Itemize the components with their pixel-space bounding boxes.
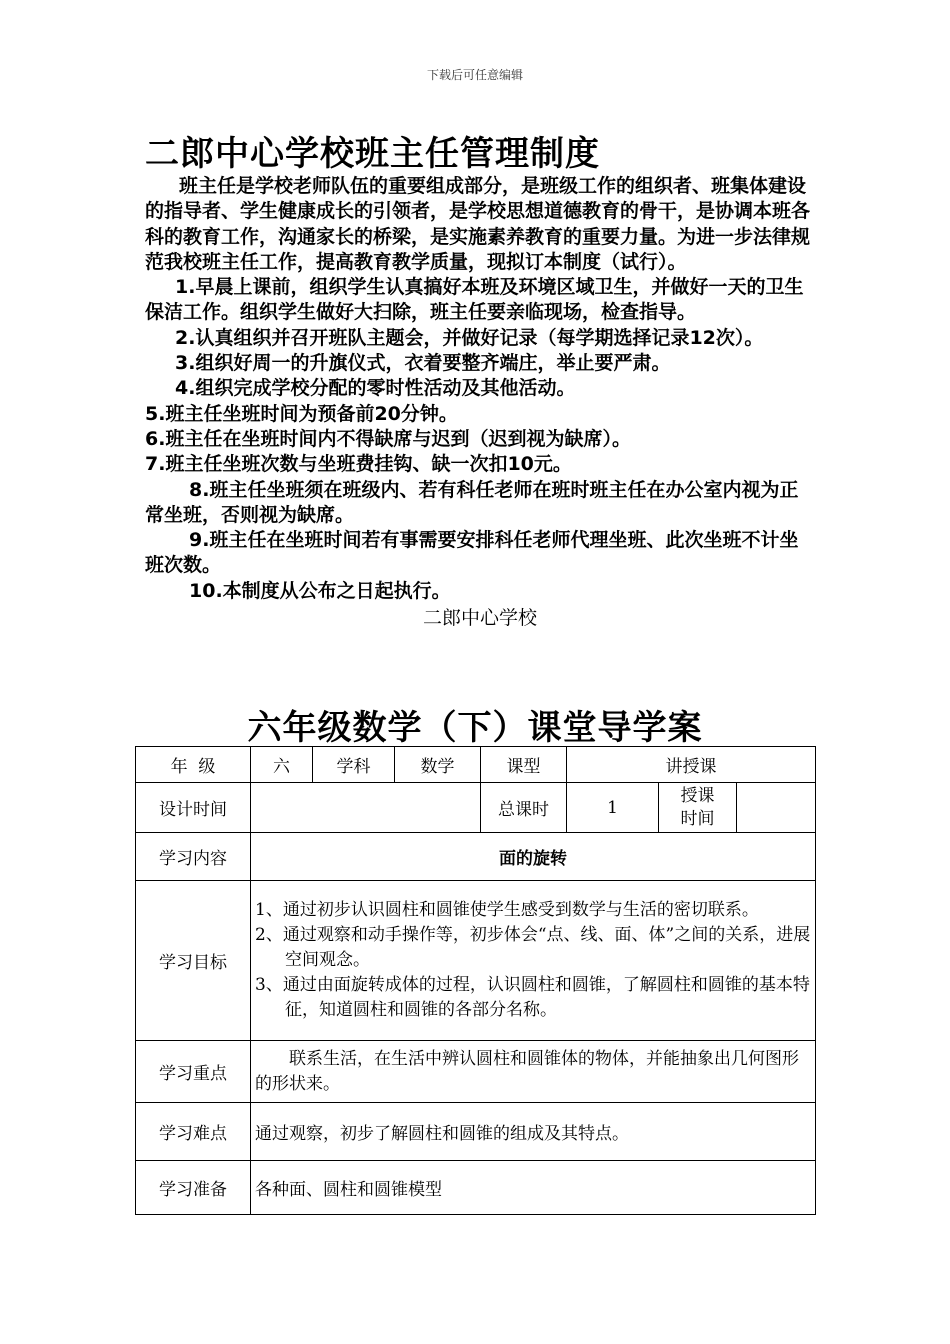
table-row-difficulty — [136, 1103, 816, 1161]
rule-item-8: 8.班主任坐班须在班级内、若有科任老师在班时班主任在办公室内视为正常坐班，否则视为缺席。 — [145, 478, 799, 526]
lesson-plan-table — [135, 746, 816, 1215]
difficulty-value: 通过观察，初步了解圆柱和圆锥的组成及其特点。 — [251, 1103, 816, 1161]
table-row-time — [136, 783, 816, 833]
difficulty-label: 学习难点 — [136, 1103, 251, 1161]
total-hours-value: 1 — [567, 783, 659, 833]
content-value: 面的旋转 — [251, 833, 816, 881]
design-time-value — [251, 783, 481, 833]
goal-item: 1、通过初步认识圆柱和圆锥使学生感受到数学与生活的密切联系。 — [255, 900, 759, 920]
key-value: 联系生活，在生活中辨认圆柱和圆锥体的物体，并能抽象出几何图形的形状来。 — [251, 1041, 816, 1103]
grade-label: 年 级 — [136, 747, 251, 783]
total-hours-label: 总课时 — [481, 783, 567, 833]
class-hours-value — [737, 783, 816, 833]
prep-label: 学习准备 — [136, 1161, 251, 1215]
table-row-basic-info — [136, 747, 816, 783]
header-note: 下载后可任意编辑 — [426, 68, 523, 82]
rule-item-4: 4.组织完成学校分配的零时性活动及其他活动。 — [175, 377, 576, 400]
table-row-content — [136, 833, 816, 881]
prep-value: 各种面、圆柱和圆锥模型 — [251, 1161, 816, 1215]
rule-item-10: 10.本制度从公布之日起执行。 — [189, 579, 451, 602]
subject-value: 数学 — [395, 747, 481, 783]
regulation-body — [145, 174, 815, 631]
rule-item-2: 2.认真组织并召开班队主题会，并做好记录（每学期选择记录12次）。 — [175, 326, 764, 349]
rule-item-6: 6.班主任在坐班时间内不得缺席与迟到（迟到视为缺席）。 — [145, 427, 631, 450]
document-title: 二郎中心学校班主任管理制度 — [145, 134, 600, 174]
goals-label: 学习目标 — [136, 881, 251, 1041]
key-label: 学习重点 — [136, 1041, 251, 1103]
rule-item-3: 3.组织好周一的升旗仪式，衣着要整齐端庄，举止要严肃。 — [175, 352, 671, 375]
intro-paragraph: 班主任是学校老师队伍的重要组成部分，是班级工作的组织者、班集体建设的指导者、学生健康成长的引领者，是学校思想道德教育的骨干，是协调本班各科的教育工作，沟通家长的桥梁，是实施素养教育的重要力量。为进一步法律规范我校班主任工作，提高教育教学质量，现拟订本制度（试行）。 — [145, 175, 811, 273]
design-time-label: 设计时间 — [136, 783, 251, 833]
table-row-prep — [136, 1161, 816, 1215]
lesson-plan-title: 六年级数学（下）课堂导学案 — [247, 708, 703, 748]
goals-cell — [251, 881, 816, 1041]
table-row-key — [136, 1041, 816, 1103]
grade-value: 六 — [251, 747, 313, 783]
table-row-goals — [136, 881, 816, 1041]
class-hours-label: 授课 时间 — [659, 783, 737, 833]
goal-item: 3、通过由面旋转成体的过程，认识圆柱和圆锥，了解圆柱和圆锥的基本特征，知道圆柱和圆锥的各部分名称。 — [255, 975, 810, 1020]
type-label: 课型 — [481, 747, 567, 783]
rule-item-1: 1.早晨上课前，组织学生认真搞好本班及环境区域卫生，并做好一天的卫生保洁工作。组织学生做好大扫除，班主任要亲临现场，检查指导。 — [145, 276, 804, 324]
rule-item-7: 7.班主任坐班次数与坐班费挂钩、缺一次扣10元。 — [145, 453, 572, 476]
signature: 二郎中心学校 — [422, 607, 537, 630]
type-value: 讲授课 — [567, 747, 816, 783]
rule-item-9: 9.班主任在坐班时间若有事需要安排科任老师代理坐班、此次坐班不计坐班次数。 — [145, 529, 799, 577]
goal-item: 2、通过观察和动手操作等，初步体会“点、线、面、体”之间的关系，进展空间观念。 — [255, 925, 811, 970]
content-label: 学习内容 — [136, 833, 251, 881]
subject-label: 学科 — [313, 747, 395, 783]
rule-item-5: 5.班主任坐班时间为预备前20分钟。 — [145, 402, 458, 425]
